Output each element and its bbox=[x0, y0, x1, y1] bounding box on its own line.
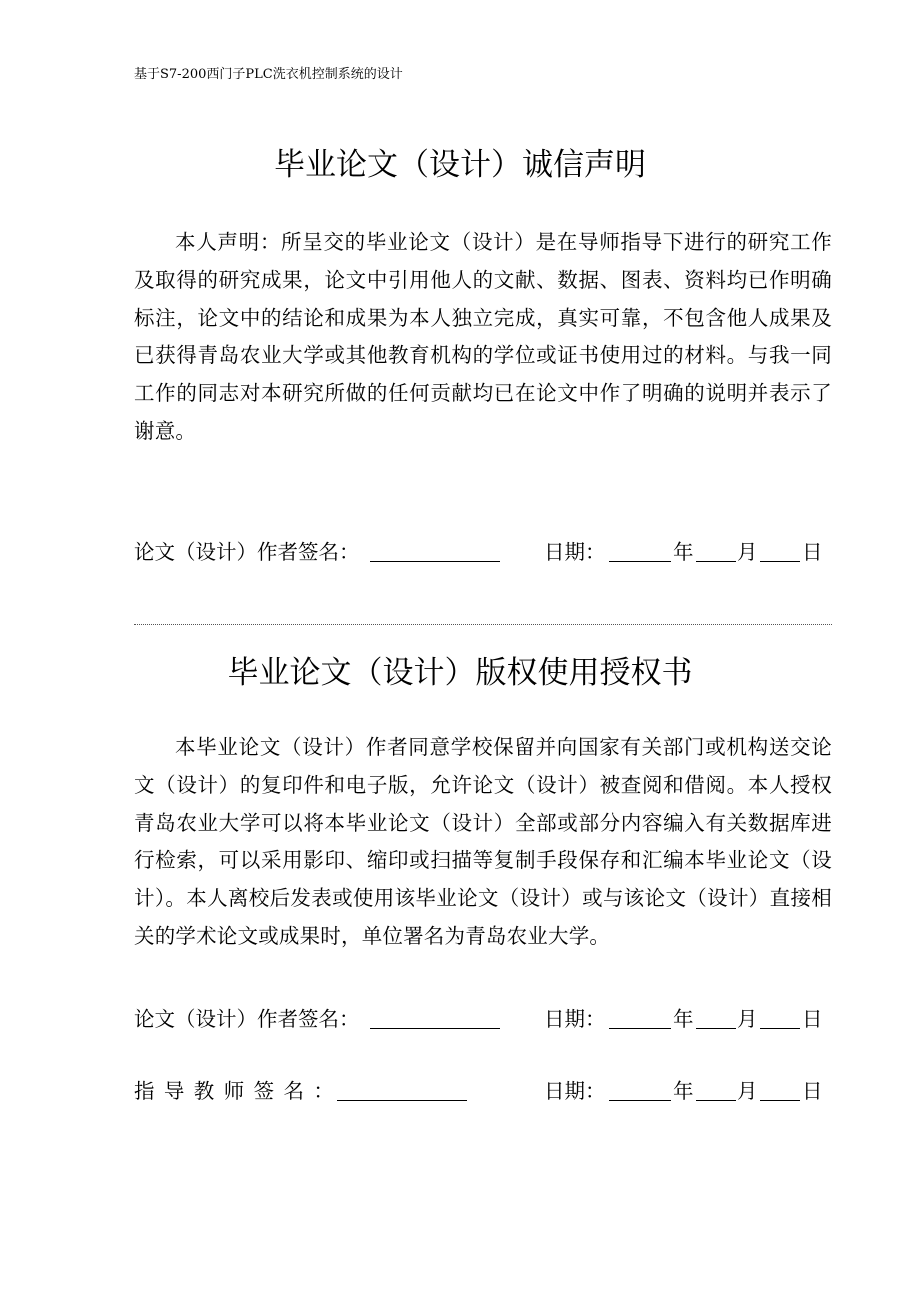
day-label: 日 bbox=[802, 1079, 823, 1103]
section-divider bbox=[134, 624, 832, 625]
running-header: 基于S7-200西门子PLC洗衣机控制系统的设计 bbox=[134, 67, 403, 82]
year-blank[interactable] bbox=[609, 1100, 671, 1101]
author-signature-blank[interactable] bbox=[370, 1028, 500, 1029]
year-label: 年 bbox=[673, 540, 694, 564]
declaration-title: 毕业论文（设计）诚信声明 bbox=[274, 147, 646, 183]
advisor-signature-blank[interactable] bbox=[337, 1100, 467, 1101]
authorization-title: 毕业论文（设计）版权使用授权书 bbox=[227, 655, 693, 691]
author-signature-label: 论文（设计）作者签名： bbox=[134, 1007, 360, 1031]
year-label: 年 bbox=[673, 1079, 694, 1103]
day-label: 日 bbox=[802, 540, 823, 564]
declaration-body: 本人声明：所呈交的毕业论文（设计）是在导师指导下进行的研究工作及取得的研究成果，论文中引用他人的文献、数据、图表、资料均已作明确标注，论文中的结论和成果为本人独立完成，真实可靠，不包含他人成果及已获得青岛农业大学或其他教育机构的学位或证书使用过的材料。与我一同工作的同志对本研究所做的任何贡献均已在论文中作了明确的说明并表示了谢意。 bbox=[134, 230, 832, 443]
day-blank[interactable] bbox=[760, 561, 800, 562]
day-blank[interactable] bbox=[760, 1100, 800, 1101]
month-blank[interactable] bbox=[696, 1028, 736, 1029]
day-blank[interactable] bbox=[760, 1028, 800, 1029]
authorization-body: 本毕业论文（设计）作者同意学校保留并向国家有关部门或机构送交论文（设计）的复印件和电子版，允许论文（设计）被查阅和借阅。本人授权青岛农业大学可以将本毕业论文（设计）全部或部分内容编入有关数据库进行检索，可以采用影印、缩印或扫描等复制手段保存和汇编本毕业论文（设计）。本人离校后发表或使用该毕业论文（设计）或与该论文（设计）直接相关的学术论文或成果时，单位署名为青岛农业大学。 bbox=[134, 735, 832, 948]
author-signature-blank[interactable] bbox=[370, 561, 500, 562]
month-blank[interactable] bbox=[696, 561, 736, 562]
advisor-signature-label: 指导教师签名： bbox=[134, 1079, 344, 1103]
day-label: 日 bbox=[802, 1007, 823, 1031]
month-blank[interactable] bbox=[696, 1100, 736, 1101]
month-label: 月 bbox=[737, 540, 758, 564]
authorization-author-signature-row bbox=[134, 1002, 832, 1036]
author-signature-label: 论文（设计）作者签名： bbox=[134, 540, 360, 564]
date-label: 日期： bbox=[544, 1007, 606, 1031]
year-blank[interactable] bbox=[609, 1028, 671, 1029]
date-label: 日期： bbox=[544, 1079, 606, 1103]
authorization-advisor-signature-row bbox=[134, 1074, 832, 1108]
declaration-signature-row bbox=[134, 535, 832, 569]
year-blank[interactable] bbox=[609, 561, 671, 562]
month-label: 月 bbox=[737, 1007, 758, 1031]
date-label: 日期： bbox=[544, 540, 606, 564]
month-label: 月 bbox=[737, 1079, 758, 1103]
year-label: 年 bbox=[673, 1007, 694, 1031]
